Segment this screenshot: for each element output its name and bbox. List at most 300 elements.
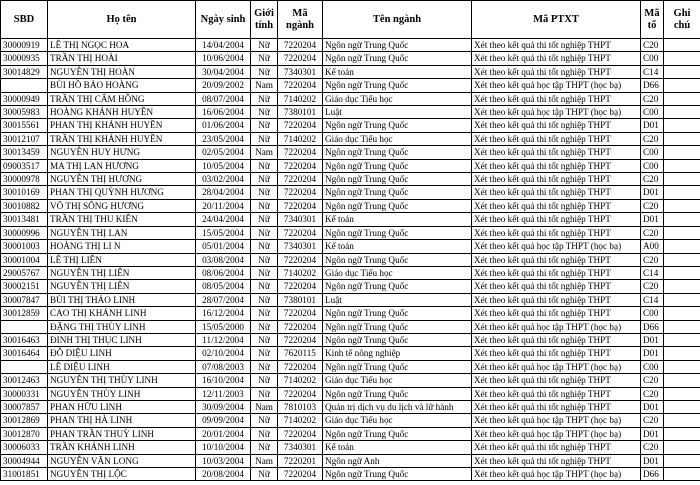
cell-major-code: 7220204 xyxy=(278,307,323,320)
cell-major-name: Ngôn ngữ Trung Quốc xyxy=(323,280,472,293)
cell-gender: Nữ xyxy=(251,240,278,253)
cell-major-name: Giáo dục Tiểu học xyxy=(323,266,472,279)
cell-note xyxy=(664,79,700,92)
cell-dob: 15/05/2000 xyxy=(196,320,251,333)
cell-sbd: 30015561 xyxy=(1,119,48,132)
cell-subject-combo: D01 xyxy=(641,347,664,360)
cell-name: HOÀNG KHÁNH HUYỀN xyxy=(48,106,196,119)
cell-subject-combo: D66 xyxy=(641,468,664,481)
table-row xyxy=(1,173,700,186)
table-row xyxy=(1,92,700,105)
cell-admission-method: Xét theo kết quả thi tốt nghiệp THPT xyxy=(472,280,641,293)
cell-admission-method: Xét theo kết quả học tập THPT (học bạ) xyxy=(472,427,641,440)
cell-major-name: Giáo dục Tiểu học xyxy=(323,414,472,427)
cell-gender: Nữ xyxy=(251,186,278,199)
cell-subject-combo: C00 xyxy=(641,106,664,119)
cell-name: NGUYỄN THỊ HƯƠNG xyxy=(48,173,196,186)
cell-major-name: Ngôn ngữ Trung Quốc xyxy=(323,253,472,266)
cell-name: ĐỖ DIỆU LINH xyxy=(48,347,196,360)
header-admission-method: Mã PTXT xyxy=(472,1,641,39)
cell-note xyxy=(664,240,700,253)
cell-dob: 30/09/2004 xyxy=(196,400,251,413)
cell-note xyxy=(664,132,700,145)
cell-major-name: Ngôn ngữ Trung Quốc xyxy=(323,186,472,199)
cell-name: PHAN TRẦN THUỲ LINH xyxy=(48,427,196,440)
cell-subject-combo: D01 xyxy=(641,454,664,467)
cell-note xyxy=(664,119,700,132)
cell-major-code: 7220204 xyxy=(278,468,323,481)
table-row xyxy=(1,293,700,306)
table-row xyxy=(1,65,700,78)
cell-sbd: 30012859 xyxy=(1,307,48,320)
table-row xyxy=(1,280,700,293)
cell-note xyxy=(664,226,700,239)
cell-major-code: 7220204 xyxy=(278,79,323,92)
table-row xyxy=(1,414,700,427)
cell-sbd: 09003517 xyxy=(1,159,48,172)
cell-major-code: 7220204 xyxy=(278,39,323,52)
cell-major-name: Ngôn ngữ Trung Quốc xyxy=(323,387,472,400)
cell-note xyxy=(664,427,700,440)
cell-subject-combo: D01 xyxy=(641,119,664,132)
cell-name: NGUYỄN HUY HƯNG xyxy=(48,146,196,159)
cell-major-code: 7220204 xyxy=(278,119,323,132)
header-note: Ghi chú xyxy=(664,1,700,39)
cell-gender: Nữ xyxy=(251,226,278,239)
cell-gender: Nữ xyxy=(251,347,278,360)
table-row xyxy=(1,454,700,467)
cell-subject-combo: D01 xyxy=(641,400,664,413)
cell-gender: Nữ xyxy=(251,173,278,186)
cell-major-code: 7220204 xyxy=(278,186,323,199)
cell-admission-method: Xét theo kết quả thi tốt nghiệp THPT xyxy=(472,441,641,454)
cell-subject-combo: C20 xyxy=(641,173,664,186)
cell-dob: 20/01/2004 xyxy=(196,427,251,440)
cell-dob: 10/06/2004 xyxy=(196,52,251,65)
cell-admission-method: Xét theo kết quả thi tốt nghiệp THPT xyxy=(472,454,641,467)
cell-sbd: 30004944 xyxy=(1,454,48,467)
cell-admission-method: Xét theo kết quả thi tốt nghiệp THPT xyxy=(472,307,641,320)
table-row xyxy=(1,106,700,119)
cell-note xyxy=(664,360,700,373)
cell-dob: 09/09/2004 xyxy=(196,414,251,427)
cell-sbd: 30016463 xyxy=(1,333,48,346)
cell-name: CAO THỊ KHÁNH LINH xyxy=(48,307,196,320)
cell-gender: Nữ xyxy=(251,253,278,266)
cell-note xyxy=(664,146,700,159)
cell-name: BÙI HỒ BẢO HOÀNG xyxy=(48,79,196,92)
cell-admission-method: Xét theo kết quả thi tốt nghiệp THPT xyxy=(472,253,641,266)
cell-subject-combo: A00 xyxy=(641,240,664,253)
cell-name: NGUYỄN THÙY LINH xyxy=(48,387,196,400)
cell-major-code: 7140202 xyxy=(278,414,323,427)
cell-name: ĐẶNG THỊ THÙY LINH xyxy=(48,320,196,333)
cell-gender: Nữ xyxy=(251,92,278,105)
cell-subject-combo: C14 xyxy=(641,65,664,78)
cell-subject-combo: C20 xyxy=(641,199,664,212)
cell-dob: 03/02/2004 xyxy=(196,173,251,186)
cell-major-code: 7220204 xyxy=(278,173,323,186)
cell-subject-combo: D66 xyxy=(641,79,664,92)
table-row xyxy=(1,146,700,159)
cell-admission-method: Xét theo kết quả học tập THPT (học bạ) xyxy=(472,414,641,427)
cell-sbd: 30010882 xyxy=(1,199,48,212)
cell-name: LÊ DIỆU LINH xyxy=(48,360,196,373)
cell-gender: Nữ xyxy=(251,307,278,320)
cell-admission-method: Xét theo kết quả học tập THPT (học bạ) xyxy=(472,468,641,481)
cell-sbd: 30000331 xyxy=(1,387,48,400)
table-row xyxy=(1,199,700,212)
cell-dob: 23/05/2004 xyxy=(196,132,251,145)
table-row xyxy=(1,400,700,413)
cell-admission-method: Xét theo kết quả thi tốt nghiệp THPT xyxy=(472,92,641,105)
cell-gender: Nữ xyxy=(251,213,278,226)
cell-sbd: 31001851 xyxy=(1,468,48,481)
cell-name: TRẦN THỊ HOÀI xyxy=(48,52,196,65)
cell-subject-combo: C14 xyxy=(641,293,664,306)
cell-sbd: 30013481 xyxy=(1,213,48,226)
cell-subject-combo: D66 xyxy=(641,320,664,333)
cell-dob: 16/06/2004 xyxy=(196,106,251,119)
table-row xyxy=(1,253,700,266)
cell-subject-combo: C20 xyxy=(641,92,664,105)
cell-note xyxy=(664,199,700,212)
cell-major-name: Ngôn ngữ Trung Quốc xyxy=(323,199,472,212)
cell-name: VÕ THỊ SÔNG HƯƠNG xyxy=(48,199,196,212)
cell-subject-combo: C00 xyxy=(641,307,664,320)
cell-subject-combo: C20 xyxy=(641,226,664,239)
cell-dob: 01/06/2004 xyxy=(196,119,251,132)
table-row xyxy=(1,387,700,400)
cell-major-name: Ngôn ngữ Trung Quốc xyxy=(323,173,472,186)
cell-major-code: 7220201 xyxy=(278,454,323,467)
cell-name: HOÀNG THỊ LI N xyxy=(48,240,196,253)
cell-major-code: 7220204 xyxy=(278,280,323,293)
cell-gender: Nữ xyxy=(251,159,278,172)
cell-dob: 20/11/2004 xyxy=(196,199,251,212)
cell-note xyxy=(664,347,700,360)
cell-major-name: Kế toán xyxy=(323,240,472,253)
cell-subject-combo: D01 xyxy=(641,186,664,199)
cell-subject-combo: D01 xyxy=(641,427,664,440)
cell-dob: 03/08/2004 xyxy=(196,253,251,266)
cell-dob: 05/01/2004 xyxy=(196,240,251,253)
cell-major-name: Luật xyxy=(323,106,472,119)
cell-sbd: 30007857 xyxy=(1,400,48,413)
cell-dob: 15/05/2004 xyxy=(196,226,251,239)
table-row xyxy=(1,360,700,373)
cell-gender: Nữ xyxy=(251,199,278,212)
cell-major-name: Kế toán xyxy=(323,213,472,226)
cell-sbd xyxy=(1,360,48,373)
cell-admission-method: Xét theo kết quả thi tốt nghiệp THPT xyxy=(472,173,641,186)
cell-major-name: Ngôn ngữ Trung Quốc xyxy=(323,159,472,172)
cell-gender: Nữ xyxy=(251,427,278,440)
cell-sbd: 30000935 xyxy=(1,52,48,65)
cell-admission-method: Xét theo kết quả thi tốt nghiệp THPT xyxy=(472,186,641,199)
table-row xyxy=(1,119,700,132)
cell-dob: 24/04/2004 xyxy=(196,213,251,226)
cell-dob: 02/10/2004 xyxy=(196,347,251,360)
cell-subject-combo: C20 xyxy=(641,414,664,427)
cell-subject-combo: D01 xyxy=(641,213,664,226)
cell-gender: Nữ xyxy=(251,360,278,373)
cell-note xyxy=(664,173,700,186)
cell-sbd xyxy=(1,320,48,333)
cell-major-code: 7220204 xyxy=(278,159,323,172)
cell-major-code: 7220204 xyxy=(278,146,323,159)
cell-gender: Nữ xyxy=(251,333,278,346)
table-row xyxy=(1,441,700,454)
cell-sbd: 30000949 xyxy=(1,92,48,105)
cell-major-code: 7220204 xyxy=(278,52,323,65)
cell-admission-method: Xét theo kết quả thi tốt nghiệp THPT xyxy=(472,400,641,413)
cell-major-code: 7810103 xyxy=(278,400,323,413)
cell-major-code: 7340301 xyxy=(278,240,323,253)
cell-name: LÊ THỊ NGỌC HOA xyxy=(48,39,196,52)
table-row xyxy=(1,226,700,239)
table-row xyxy=(1,307,700,320)
cell-note xyxy=(664,400,700,413)
cell-gender: Nữ xyxy=(251,293,278,306)
cell-admission-method: Xét theo kết quả học tập THPT (học bạ) xyxy=(472,320,641,333)
cell-gender: Nam xyxy=(251,400,278,413)
cell-major-code: 7620115 xyxy=(278,347,323,360)
cell-major-code: 7220204 xyxy=(278,320,323,333)
cell-admission-method: Xét theo kết quả học tập THPT (học bạ) xyxy=(472,240,641,253)
cell-major-code: 7380101 xyxy=(278,293,323,306)
cell-major-name: Giáo dục Tiểu học xyxy=(323,92,472,105)
table-row xyxy=(1,240,700,253)
cell-major-name: Kinh tế nông nghiệp xyxy=(323,347,472,360)
header-row xyxy=(1,1,700,39)
cell-gender: Nữ xyxy=(251,106,278,119)
cell-name: LÊ THỊ LIÊN xyxy=(48,253,196,266)
cell-gender: Nữ xyxy=(251,119,278,132)
cell-major-name: Ngôn ngữ Trung Quốc xyxy=(323,468,472,481)
cell-major-code: 7220204 xyxy=(278,387,323,400)
cell-name: NGUYỄN THỊ LAN xyxy=(48,226,196,239)
cell-sbd: 30002151 xyxy=(1,280,48,293)
cell-name: NGUYỄN THỊ HOÀN xyxy=(48,65,196,78)
table-row xyxy=(1,374,700,387)
cell-major-code: 7340301 xyxy=(278,65,323,78)
cell-major-code: 7140202 xyxy=(278,92,323,105)
cell-note xyxy=(664,374,700,387)
cell-admission-method: Xét theo kết quả thi tốt nghiệp THPT xyxy=(472,266,641,279)
cell-sbd: 29005767 xyxy=(1,266,48,279)
cell-sbd: 30001004 xyxy=(1,253,48,266)
cell-sbd: 30012870 xyxy=(1,427,48,440)
cell-subject-combo: C14 xyxy=(641,266,664,279)
cell-major-code: 7340301 xyxy=(278,441,323,454)
cell-note xyxy=(664,441,700,454)
cell-note xyxy=(664,307,700,320)
cell-admission-method: Xét theo kết quả thi tốt nghiệp THPT xyxy=(472,387,641,400)
cell-dob: 12/11/2003 xyxy=(196,387,251,400)
cell-admission-method: Xét theo kết quả thi tốt nghiệp THPT xyxy=(472,159,641,172)
header-gender: Giới tính xyxy=(251,1,278,39)
header-major-code: Mã ngành xyxy=(278,1,323,39)
cell-dob: 28/04/2004 xyxy=(196,186,251,199)
cell-dob: 02/05/2004 xyxy=(196,146,251,159)
cell-major-code: 7220204 xyxy=(278,226,323,239)
cell-admission-method: Xét theo kết quả thi tốt nghiệp THPT xyxy=(472,119,641,132)
table-row xyxy=(1,468,700,481)
cell-admission-method: Xét theo kết quả thi tốt nghiệp THPT xyxy=(472,132,641,145)
cell-dob: 07/08/2003 xyxy=(196,360,251,373)
cell-sbd: 30006033 xyxy=(1,441,48,454)
cell-gender: Nữ xyxy=(251,441,278,454)
cell-note xyxy=(664,65,700,78)
cell-dob: 28/07/2004 xyxy=(196,293,251,306)
cell-major-name: Kế toán xyxy=(323,65,472,78)
cell-admission-method: Xét theo kết quả thi tốt nghiệp THPT xyxy=(472,52,641,65)
cell-major-code: 7380101 xyxy=(278,106,323,119)
cell-admission-method: Xét theo kết quả thi tốt nghiệp THPT xyxy=(472,374,641,387)
cell-note xyxy=(664,293,700,306)
cell-sbd: 30012107 xyxy=(1,132,48,145)
cell-subject-combo: C20 xyxy=(641,253,664,266)
cell-name: MA THỊ LAN HƯƠNG xyxy=(48,159,196,172)
table-row xyxy=(1,213,700,226)
cell-dob: 11/12/2004 xyxy=(196,333,251,346)
cell-subject-combo: C20 xyxy=(641,39,664,52)
cell-note xyxy=(664,92,700,105)
cell-name: PHAN HỮU LINH xyxy=(48,400,196,413)
cell-major-name: Kế toán xyxy=(323,441,472,454)
cell-note xyxy=(664,333,700,346)
cell-major-name: Giáo dục Tiểu học xyxy=(323,132,472,145)
cell-major-name: Ngôn ngữ Anh xyxy=(323,454,472,467)
cell-gender: Nữ xyxy=(251,387,278,400)
cell-name: NGUYỄN THỊ THÙY LINH xyxy=(48,374,196,387)
cell-major-name: Ngôn ngữ Trung Quốc xyxy=(323,427,472,440)
cell-admission-method: Xét theo kết quả học tập THPT (học bạ) xyxy=(472,79,641,92)
table-row xyxy=(1,320,700,333)
cell-major-code: 7220204 xyxy=(278,333,323,346)
cell-sbd: 30000978 xyxy=(1,173,48,186)
header-dob: Ngày sinh xyxy=(196,1,251,39)
cell-subject-combo: D01 xyxy=(641,333,664,346)
cell-sbd: 30014829 xyxy=(1,65,48,78)
cell-major-code: 7340301 xyxy=(278,213,323,226)
cell-dob: 10/03/2004 xyxy=(196,454,251,467)
cell-admission-method: Xét theo kết quả thi tốt nghiệp THPT xyxy=(472,146,641,159)
cell-name: PHAN THỊ HÀ LINH xyxy=(48,414,196,427)
cell-major-name: Quản trị dịch vụ du lịch và lữ hành xyxy=(323,400,472,413)
table-body xyxy=(1,39,700,481)
table-row xyxy=(1,266,700,279)
cell-admission-method: Xét theo kết quả học tập THPT (học bạ) xyxy=(472,360,641,373)
cell-major-code: 7220204 xyxy=(278,360,323,373)
table-row xyxy=(1,333,700,346)
header-subject-combo: Mã tổ xyxy=(641,1,664,39)
cell-subject-combo: C00 xyxy=(641,159,664,172)
table-row xyxy=(1,186,700,199)
cell-sbd: 30012869 xyxy=(1,414,48,427)
cell-sbd: 30001003 xyxy=(1,240,48,253)
cell-gender: Nữ xyxy=(251,52,278,65)
cell-dob: 30/04/2004 xyxy=(196,65,251,78)
cell-note xyxy=(664,266,700,279)
cell-dob: 20/09/2002 xyxy=(196,79,251,92)
cell-major-name: Ngôn ngữ Trung Quốc xyxy=(323,119,472,132)
cell-note xyxy=(664,106,700,119)
cell-sbd xyxy=(1,79,48,92)
cell-note xyxy=(664,186,700,199)
cell-note xyxy=(664,387,700,400)
cell-sbd: 30000919 xyxy=(1,39,48,52)
cell-dob: 08/06/2004 xyxy=(196,266,251,279)
cell-admission-method: Xét theo kết quả thi tốt nghiệp THPT xyxy=(472,333,641,346)
table-row xyxy=(1,39,700,52)
cell-major-code: 7220204 xyxy=(278,199,323,212)
cell-dob: 20/08/2004 xyxy=(196,468,251,481)
cell-admission-method: Xét theo kết quả học tập THPT (học bạ) xyxy=(472,106,641,119)
cell-major-name: Ngôn ngữ Trung Quốc xyxy=(323,52,472,65)
cell-subject-combo: C20 xyxy=(641,280,664,293)
cell-sbd: 30012463 xyxy=(1,374,48,387)
cell-gender: Nữ xyxy=(251,374,278,387)
header-name: Họ tên xyxy=(48,1,196,39)
cell-name: BÙI THỊ THẢO LINH xyxy=(48,293,196,306)
cell-gender: Nữ xyxy=(251,414,278,427)
cell-major-code: 7140202 xyxy=(278,266,323,279)
cell-sbd: 30016464 xyxy=(1,347,48,360)
cell-admission-method: Xét theo kết quả thi tốt nghiệp THPT xyxy=(472,347,641,360)
cell-major-name: Giáo dục Tiểu học xyxy=(323,374,472,387)
cell-admission-method: Xét theo kết quả thi tốt nghiệp THPT xyxy=(472,293,641,306)
cell-name: TRẦN THỊ CẨM HỒNG xyxy=(48,92,196,105)
cell-note xyxy=(664,39,700,52)
cell-admission-method: Xét theo kết quả thi tốt nghiệp THPT xyxy=(472,39,641,52)
cell-note xyxy=(664,454,700,467)
cell-admission-method: Xét theo kết quả thi tốt nghiệp THPT xyxy=(472,226,641,239)
cell-note xyxy=(664,213,700,226)
cell-note xyxy=(664,159,700,172)
cell-subject-combo: C00 xyxy=(641,146,664,159)
cell-note xyxy=(664,414,700,427)
cell-dob: 16/10/2004 xyxy=(196,374,251,387)
header-major-name: Tên ngành xyxy=(323,1,472,39)
cell-major-code: 7220204 xyxy=(278,427,323,440)
cell-major-code: 7140202 xyxy=(278,132,323,145)
cell-major-name: Ngôn ngữ Trung Quốc xyxy=(323,333,472,346)
cell-note xyxy=(664,320,700,333)
cell-note xyxy=(664,253,700,266)
cell-gender: Nữ xyxy=(251,132,278,145)
cell-name: TRẦN THỊ THU KIÊN xyxy=(48,213,196,226)
cell-sbd: 30007847 xyxy=(1,293,48,306)
cell-major-name: Ngôn ngữ Trung Quốc xyxy=(323,360,472,373)
table-row xyxy=(1,79,700,92)
cell-name: NGUYỄN THỊ LIÊN xyxy=(48,266,196,279)
cell-major-name: Ngôn ngữ Trung Quốc xyxy=(323,307,472,320)
table-row xyxy=(1,132,700,145)
cell-gender: Nữ xyxy=(251,468,278,481)
cell-gender: Nữ xyxy=(251,65,278,78)
header-sbd: SBD xyxy=(1,1,48,39)
cell-dob: 14/04/2004 xyxy=(196,39,251,52)
cell-sbd: 30013459 xyxy=(1,146,48,159)
cell-note xyxy=(664,468,700,481)
cell-major-code: 7220204 xyxy=(278,253,323,266)
cell-subject-combo: C20 xyxy=(641,441,664,454)
cell-dob: 10/10/2004 xyxy=(196,441,251,454)
cell-subject-combo: C00 xyxy=(641,360,664,373)
cell-dob: 08/07/2004 xyxy=(196,92,251,105)
